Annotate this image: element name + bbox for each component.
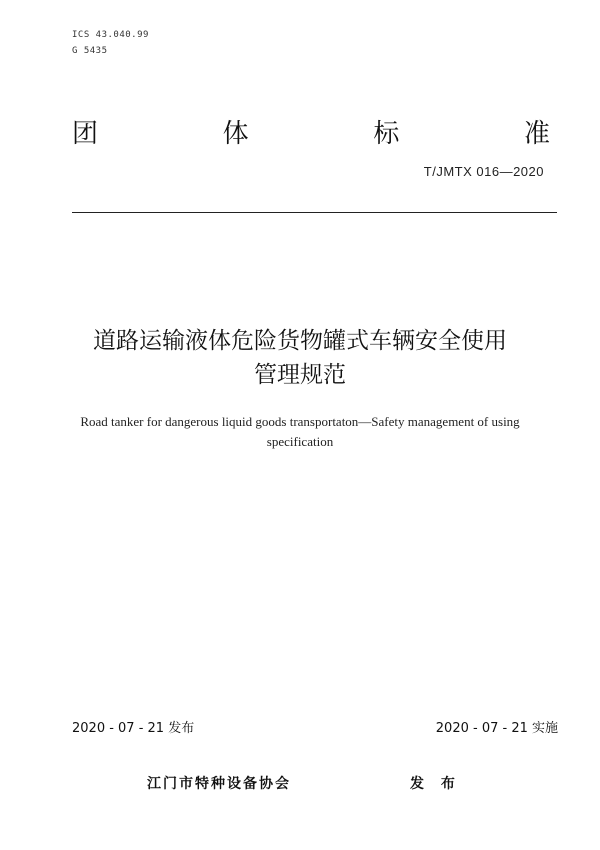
title-en-line1: Road tanker for dangerous liquid goods transportaton—Safety management of using: [80, 414, 520, 429]
standard-type-char: 准: [523, 118, 550, 149]
standard-type-char: 标: [373, 118, 400, 149]
issue-date: 2020 - 07 - 21 发布: [72, 721, 195, 736]
ccs-code: G 5435: [72, 46, 108, 56]
title-cn-line2: 管理规范: [254, 362, 346, 388]
title-cn-line1: 道路运输液体危险货物罐式车辆安全使用: [93, 328, 507, 354]
standard-code: T/JMTX 016—2020: [423, 164, 544, 179]
standard-type-char: 团: [72, 118, 99, 149]
ics-code: ICS 43.040.99: [72, 30, 149, 40]
title-en-line2: specification: [266, 434, 334, 449]
standard-type-char: 体: [222, 118, 249, 149]
publish-label: 发 布: [410, 776, 461, 792]
implementation-date: 2020 - 07 - 21 实施: [435, 721, 558, 736]
standard-type-heading: [72, 113, 550, 149]
publisher-name: 江门市特种设备协会: [147, 776, 291, 792]
header-divider: [72, 212, 557, 213]
